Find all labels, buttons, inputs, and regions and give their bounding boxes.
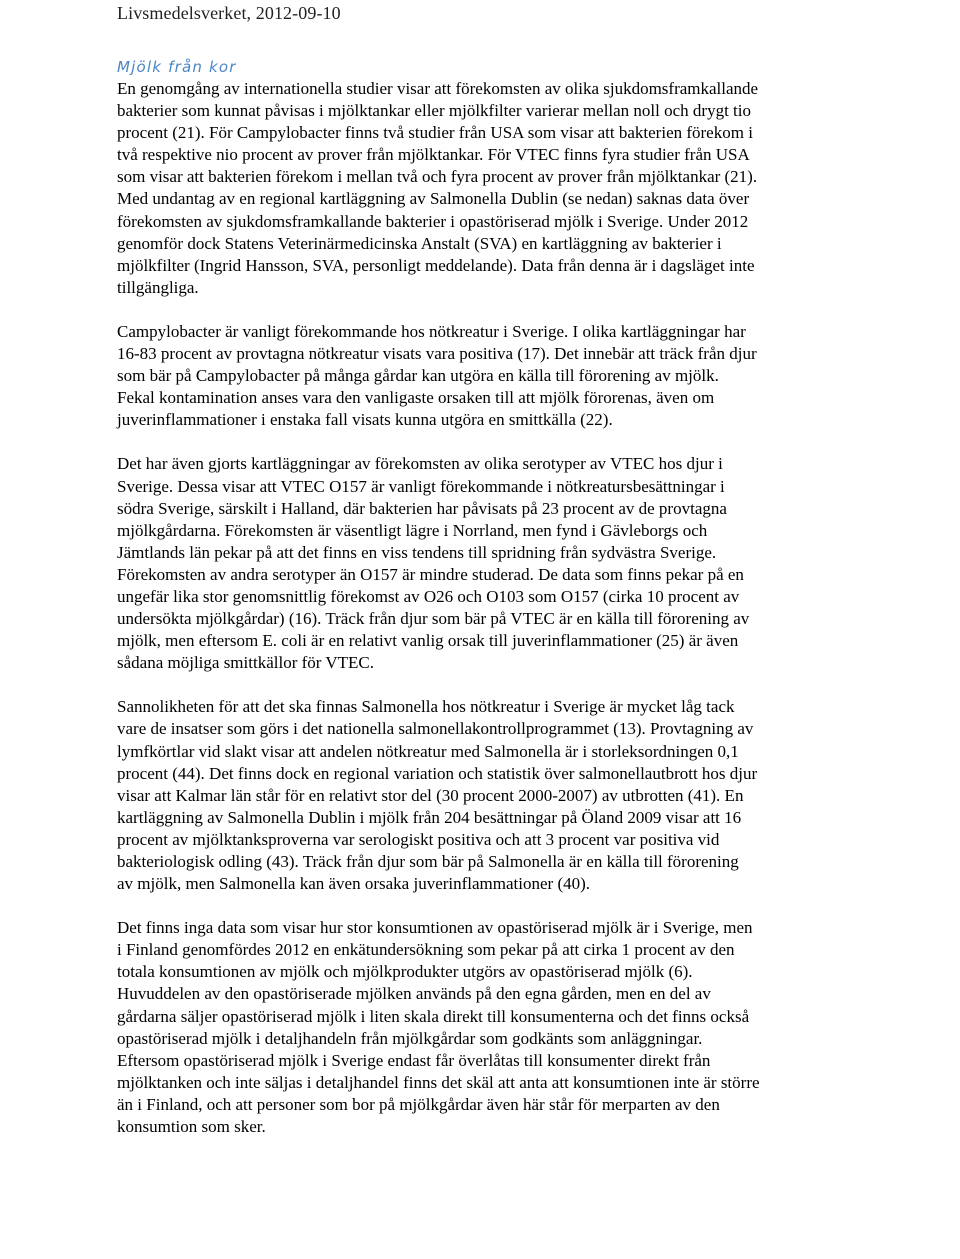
paragraph-line: Eftersom opastöriserad mjölk i Sverige endast får överlåtas till konsumenter direkt från [117,1050,711,1070]
body-paragraph [117,78,845,299]
paragraph-line: sådana möjliga smittkällor för VTEC. [117,653,375,673]
section-heading: Mjölk från kor [117,58,237,76]
paragraph-line: kartläggning av Salmonella Dublin i mjölk från 204 besättningar på Öland 2009 visar att 16 [117,807,742,827]
paragraph-line: mjölk, men eftersom E. coli är en relativt vanlig orsak till juverinflammationer (25) är även [117,631,739,651]
paragraph-line: än i Finland, och att personer som bor på mjölkgårdar även här står för merparten av den [117,1094,720,1114]
body-paragraph [117,917,845,1138]
paragraph-line: Jämtlands län pekar på att det finns en viss tendens till spridning från sydvästra Sverige. [117,542,717,562]
paragraph-line: lymfkörtlar vid slakt visar att andelen nötkreatur med Salmonella är i storleksordningen 0,1 [117,741,739,761]
paragraph-line: procent (21). För Campylobacter finns två studier från USA som visar att bakterien förekom i [117,123,753,143]
document-body [117,56,845,1138]
paragraph-line: 16-83 procent av provtagna nötkreatur visats vara positiva (17). Det innebär att träck från djur [117,344,757,364]
paragraph-line: Sannolikheten för att det ska finnas Salmonella hos nötkreatur i Sverige är mycket låg tack [117,697,735,717]
paragraph-line: Det har även gjorts kartläggningar av förekomsten av olika serotyper av VTEC hos djur i [117,454,723,474]
paragraph-line: Sverige. Dessa visar att VTEC O157 är vanligt förekommande i nötkreatursbesättningar i [117,476,725,496]
paragraph-line: mjölkfilter (Ingrid Hansson, SVA, personligt meddelande). Data från denna är i dagsläget inte [117,255,755,275]
paragraph-line: juverinflammationer i enstaka fall visats kunna utgöra en smittkälla (22). [117,410,613,430]
paragraph-line: som visar att bakterien förekom i mellan två och fyra procent av prover från mjölktankar (21). [117,167,758,187]
body-paragraph [117,696,845,895]
paragraph-line: Med undantag av en regional kartläggning av Salmonella Dublin (se nedan) saknas data över [117,189,750,209]
paragraph-line: vare de insatser som görs i det nationella salmonellakontrollprogrammet (13). Provtagning av [117,719,754,739]
paragraph-line: gårdarna säljer opastöriserad mjölk i liten skala direkt till konsumenterna och det finns också [117,1006,750,1026]
paragraph-spacer [117,299,845,321]
paragraph-line: två respektive nio procent av prover från mjölktankar. För VTEC finns fyra studier från USA [117,145,750,165]
paragraph-line: procent (44). Det finns dock en regional variation och statistik över salmonellautbrott hos djur [117,763,758,783]
paragraph-line: visar att Kalmar län står för en relativt stor del (30 procent 2000-2007) av utbrotten (41). En [117,785,744,805]
paragraph-line: Fekal kontamination anses vara den vanligaste orsaken till att mjölk förorenas, även om [117,388,715,408]
paragraph-line: bakteriologisk odling (43). Träck från djur som bär på Salmonella är en källa till förorening [117,852,739,871]
paragraph-line: tillgängliga. [117,277,199,297]
paragraph-line: undersökta mjölkgårdar) (16). Träck från djur som bär på VTEC är en källa till förorening av [117,609,750,629]
running-header: Livsmedelsverket, 2012-09-10 [117,3,341,23]
body-paragraph [117,453,845,674]
paragraph-spacer [117,431,845,453]
paragraph-spacer [117,895,845,917]
paragraph-line: konsumtion som sker. [117,1117,266,1137]
paragraph-line: Det finns inga data som visar hur stor konsumtionen av opastöriserad mjölk är i Sverige, men [117,918,753,938]
paragraph-line: Campylobacter är vanligt förekommande hos nötkreatur i Sverige. I olika kartläggningar har [117,321,746,341]
paragraph-line: södra Sverige, särskilt i Halland, där bakterien har påvisats på 23 procent av de provtagna [117,498,727,518]
paragraph-line: Huvuddelen av den opastöriserade mjölken används på den egna gården, men en del av [117,984,711,1004]
paragraph-line: Förekomsten av andra serotyper än O157 är mindre studerad. De data som finns pekar på en [117,564,744,584]
paragraph-container [117,78,845,1138]
paragraph-line: av mjölk, men Salmonella kan även orsaka juverinflammationer (40). [117,874,591,894]
paragraph-line: i Finland genomfördes 2012 en enkätundersökning som pekar på att cirka 1 procent av den [117,940,735,960]
paragraph-line: mjölktanken och inte säljas i detaljhandel finns det skäl att anta att konsumtionen inte är större [117,1072,760,1092]
paragraph-line: bakterier som kunnat påvisas i mjölktankar eller mjölkfilter varierar mellan noll och drygt tio [117,101,752,121]
paragraph-line: genomför dock Statens Veterinärmedicinska Anstalt (SVA) en kartläggning av bakterier i [117,233,722,253]
paragraph-line: ungefär lika stor genomsnittlig förekomst av O26 och O103 som O157 (cirka 10 procent av [117,586,740,606]
paragraph-line: förekomsten av sjukdomsframkallande bakterier i opastöriserad mjölk i Sverige. Under 2012 [117,211,749,231]
paragraph-line: totala konsumtionen av mjölk och mjölkprodukter utgörs av opastöriserad mjölk (6). [117,962,693,982]
paragraph-line: mjölkgårdarna. Förekomsten är väsentligt lägre i Norrland, men fynd i Gävleborgs och [117,520,708,540]
paragraph-line: En genomgång av internationella studier visar att förekomsten av olika sjukdomsframkallande [117,79,759,98]
paragraph-line: procent av mjölktanksproverna var serologiskt positiva och att 3 procent var positiva vid [117,829,720,849]
paragraph-line: som bär på Campylobacter på många gårdar kan utgöra en källa till förorening av mjölk. [117,366,719,386]
body-paragraph [117,321,845,431]
paragraph-spacer [117,674,845,696]
paragraph-line: opastöriserad mjölk i detaljhandeln från mjölkgårdar som godkänts som anläggningar. [117,1028,703,1048]
